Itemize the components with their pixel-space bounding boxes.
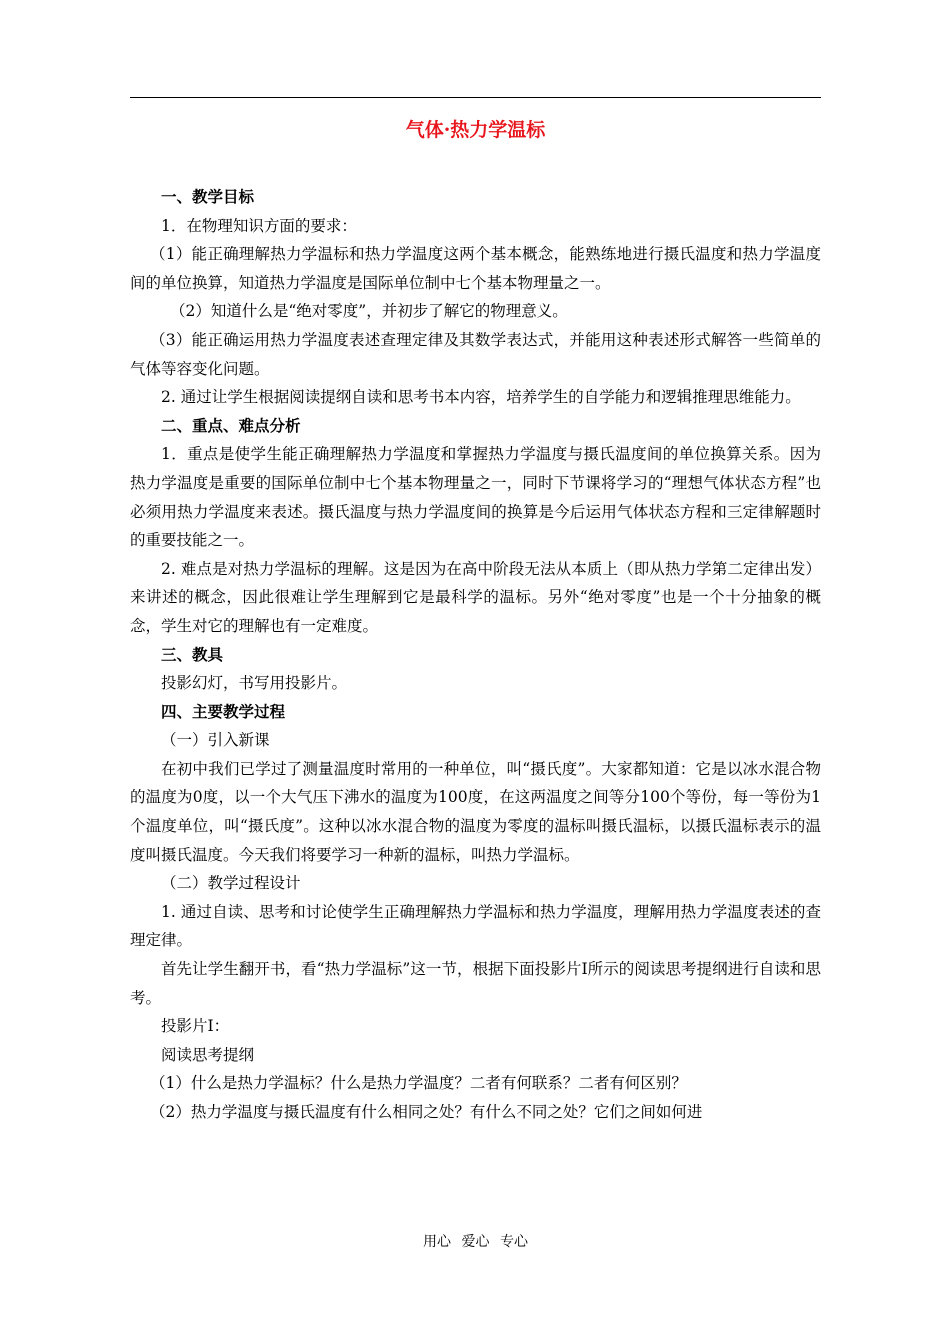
paragraph: 阅读思考提纲 bbox=[161, 1045, 255, 1064]
paragraph: 投影片Ⅰ： bbox=[161, 1017, 230, 1036]
paragraph: 2. 难点是对热力学温标的理解。这是因为在高中阶段无法从本质上（即从热力学第二定律出发）来讲述的概念，因此很难让学生理解到它是最科学的温标。另外“绝对零度”也是一个十分抽象的概念，学生对它的理解也有一定难度。 bbox=[130, 559, 821, 635]
paragraph: 2. 通过让学生根据阅读提纲自读和思考书本内容，培养学生的自学能力和逻辑推理思维能力。 bbox=[161, 388, 801, 407]
paragraph: 1．在物理知识方面的要求： bbox=[161, 216, 357, 235]
paragraph: （3）能正确运用热力学温度表述查理定律及其数学表达式，并能用这种表述形式解答一些简单的气体等容变化问题。 bbox=[130, 330, 821, 378]
document-title: 气体·热力学温标 bbox=[405, 119, 546, 141]
document-body bbox=[130, 183, 821, 1127]
paragraph: （1）什么是热力学温标？什么是热力学温度？二者有何联系？二者有何区别？ bbox=[150, 1074, 687, 1093]
subsection-heading: （二）教学过程设计 bbox=[161, 874, 301, 893]
subsection-heading: （一）引入新课 bbox=[161, 731, 270, 750]
section-heading: 四、主要教学过程 bbox=[161, 701, 286, 721]
paragraph: 首先让学生翻开书，看“热力学温标”这一节，根据下面投影片Ⅰ所示的阅读思考提纲进行自读和思考。 bbox=[130, 960, 821, 1007]
paragraph: （2）知道什么是“绝对零度”，并初步了解它的物理意义。 bbox=[170, 302, 568, 321]
paragraph: 投影幻灯，书写用投影片。 bbox=[161, 674, 348, 693]
header-rule bbox=[130, 97, 821, 98]
page-footer: 用心 爱心 专心 bbox=[423, 1234, 528, 1250]
paragraph: 在初中我们已学过了测量温度时常用的一种单位，叫“摄氏度”。大家都知道：它是以冰水混合物的温度为0度，以一个大气压下沸水的温度为100度，在这两温度之间等分100个等份，每一等份为1个温度单位，叫“摄氏度”。这种以冰水混合物的温度为零度的温标叫摄氏温标，以摄氏温标表示的温度叫摄氏温度。今天我们将要学习一种新的温标，叫热力学温标。 bbox=[130, 759, 821, 864]
paragraph: （2）热力学温度与摄氏温度有什么相同之处？有什么不同之处？它们之间如何进 bbox=[150, 1103, 703, 1121]
paragraph: 1. 通过自读、思考和讨论使学生正确理解热力学温标和热力学温度，理解用热力学温度表述的查理定律。 bbox=[130, 902, 821, 950]
section-heading: 二、重点、难点分析 bbox=[161, 415, 301, 435]
paragraph: 1．重点是使学生能正确理解热力学温度和掌握热力学温度与摄氏温度间的单位换算关系。因为热力学温度是重要的国际单位制中七个基本物理量之一，同时下节课将学习的“理想气体状态方程”也必须用热力学温度来表述。摄氏温度与热力学温度间的换算是今后运用气体状态方程和三定律解题时的重要技能之一。 bbox=[130, 445, 821, 550]
paragraph: （1）能正确理解热力学温标和热力学温度这两个基本概念，能熟练地进行摄氏温度和热力学温度间的单位换算，知道热力学温度是国际单位制中七个基本物理量之一。 bbox=[130, 245, 821, 292]
section-heading: 一、教学目标 bbox=[161, 187, 255, 206]
section-heading: 三、教具 bbox=[161, 644, 224, 664]
